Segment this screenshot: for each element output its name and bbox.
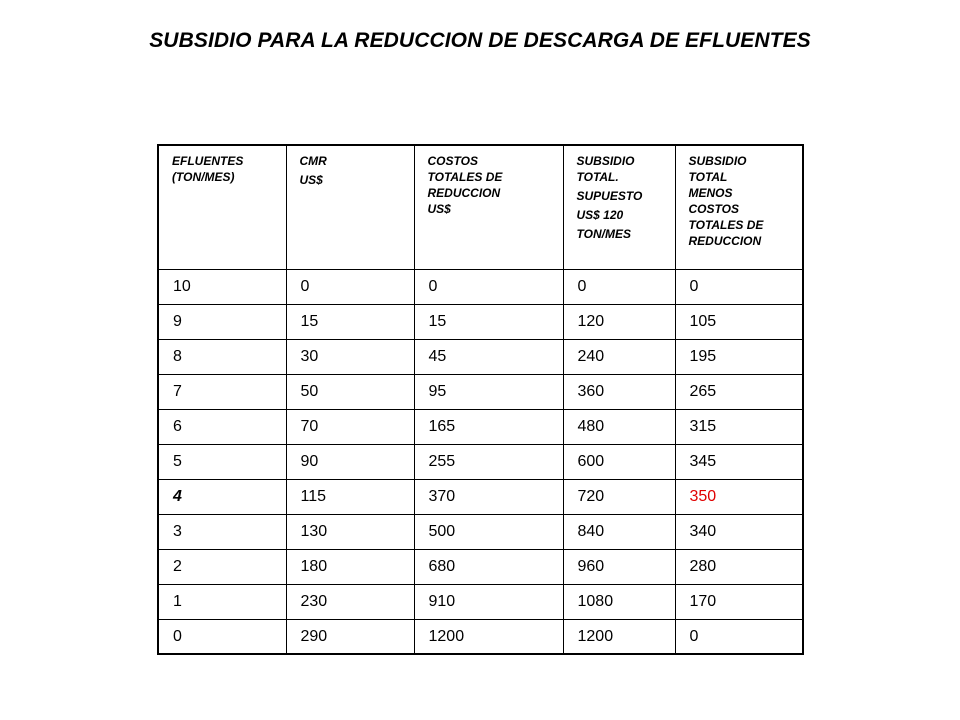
header-line: (TON/MES) (172, 170, 235, 184)
table-row (158, 409, 803, 444)
table-cell: 1200 (414, 619, 563, 654)
table-cell: 195 (675, 339, 803, 374)
table-row-optimum (158, 479, 803, 514)
table-cell: 240 (563, 339, 675, 374)
table-cell: 15 (414, 304, 563, 339)
header-line: US$ (427, 202, 451, 216)
table-cell: 1 (158, 584, 286, 619)
table-cell: 345 (675, 444, 803, 479)
table-cell: 165 (414, 409, 563, 444)
header-line: TOTALES DE (427, 170, 503, 184)
table-cell: 115 (286, 479, 414, 514)
table-cell: 315 (675, 409, 803, 444)
table-cell: 0 (675, 619, 803, 654)
header-line: CMR (299, 154, 327, 168)
header-line: TOTAL (688, 170, 728, 184)
table-cell: 960 (563, 549, 675, 584)
table-cell: 370 (414, 479, 563, 514)
table-cell: 130 (286, 514, 414, 549)
table-cell: 120 (563, 304, 675, 339)
header-subsidio-total (563, 145, 675, 269)
header-line: SUBSIDIO (576, 154, 635, 168)
table-cell: 10 (158, 269, 286, 304)
table-cell: 720 (563, 479, 675, 514)
table-cell: 255 (414, 444, 563, 479)
table-cell: 500 (414, 514, 563, 549)
table-cell: 0 (286, 269, 414, 304)
table-cell: 680 (414, 549, 563, 584)
subsidy-table (157, 144, 804, 655)
table-cell: 45 (414, 339, 563, 374)
header-costos-totales (414, 145, 563, 269)
header-line: TON/MES (576, 227, 631, 241)
header-efluentes (158, 145, 286, 269)
table-cell: 6 (158, 409, 286, 444)
header-line: REDUCCION (688, 234, 762, 248)
table-row (158, 304, 803, 339)
table-cell: 180 (286, 549, 414, 584)
table-cell: 0 (158, 619, 286, 654)
header-line: TOTALES DE (688, 218, 764, 232)
table-cell: 15 (286, 304, 414, 339)
table-cell: 30 (286, 339, 414, 374)
header-line: SUBSIDIO (688, 154, 747, 168)
table-cell: 5 (158, 444, 286, 479)
table-cell: 280 (675, 549, 803, 584)
table-cell: 600 (563, 444, 675, 479)
table-cell: 360 (563, 374, 675, 409)
table-cell: 230 (286, 584, 414, 619)
page-title: SUBSIDIO PARA LA REDUCCION DE DESCARGA DE EFLUENTES (149, 29, 811, 52)
table-cell: 2 (158, 549, 286, 584)
header-line: SUPUESTO (576, 189, 643, 203)
table-cell: 1080 (563, 584, 675, 619)
header-line: US$ 120 (576, 208, 624, 222)
table-cell: 480 (563, 409, 675, 444)
table-row (158, 339, 803, 374)
table-cell: 0 (414, 269, 563, 304)
table-cell: 1200 (563, 619, 675, 654)
table-cell: 9 (158, 304, 286, 339)
table-cell: 95 (414, 374, 563, 409)
header-line: MENOS (688, 186, 733, 200)
table-cell-max-net-subsidy: 350 (675, 479, 803, 514)
table-cell: 0 (563, 269, 675, 304)
table-row (158, 514, 803, 549)
header-line: COSTOS (688, 202, 739, 216)
table-row (158, 269, 803, 304)
table-cell: 105 (675, 304, 803, 339)
header-cmr (286, 145, 414, 269)
header-line: EFLUENTES (172, 154, 244, 168)
table-cell: 0 (675, 269, 803, 304)
table-cell: 910 (414, 584, 563, 619)
header-line: US$ (299, 173, 323, 187)
table-cell-optimum-efluentes: 4 (158, 479, 286, 514)
header-subsidio-menos-costos (675, 145, 803, 269)
table-cell: 290 (286, 619, 414, 654)
table-row (158, 619, 803, 654)
header-line: REDUCCION (427, 186, 501, 200)
table-row (158, 374, 803, 409)
table-row (158, 444, 803, 479)
table-cell: 265 (675, 374, 803, 409)
table-cell: 8 (158, 339, 286, 374)
header-row (158, 145, 803, 269)
table-cell: 90 (286, 444, 414, 479)
header-line: COSTOS (427, 154, 478, 168)
table-cell: 70 (286, 409, 414, 444)
header-line: TOTAL. (576, 170, 619, 184)
table-cell: 50 (286, 374, 414, 409)
table-row (158, 584, 803, 619)
table-cell: 340 (675, 514, 803, 549)
table-cell: 170 (675, 584, 803, 619)
table-row (158, 549, 803, 584)
table-cell: 7 (158, 374, 286, 409)
table-cell: 840 (563, 514, 675, 549)
table-cell: 3 (158, 514, 286, 549)
